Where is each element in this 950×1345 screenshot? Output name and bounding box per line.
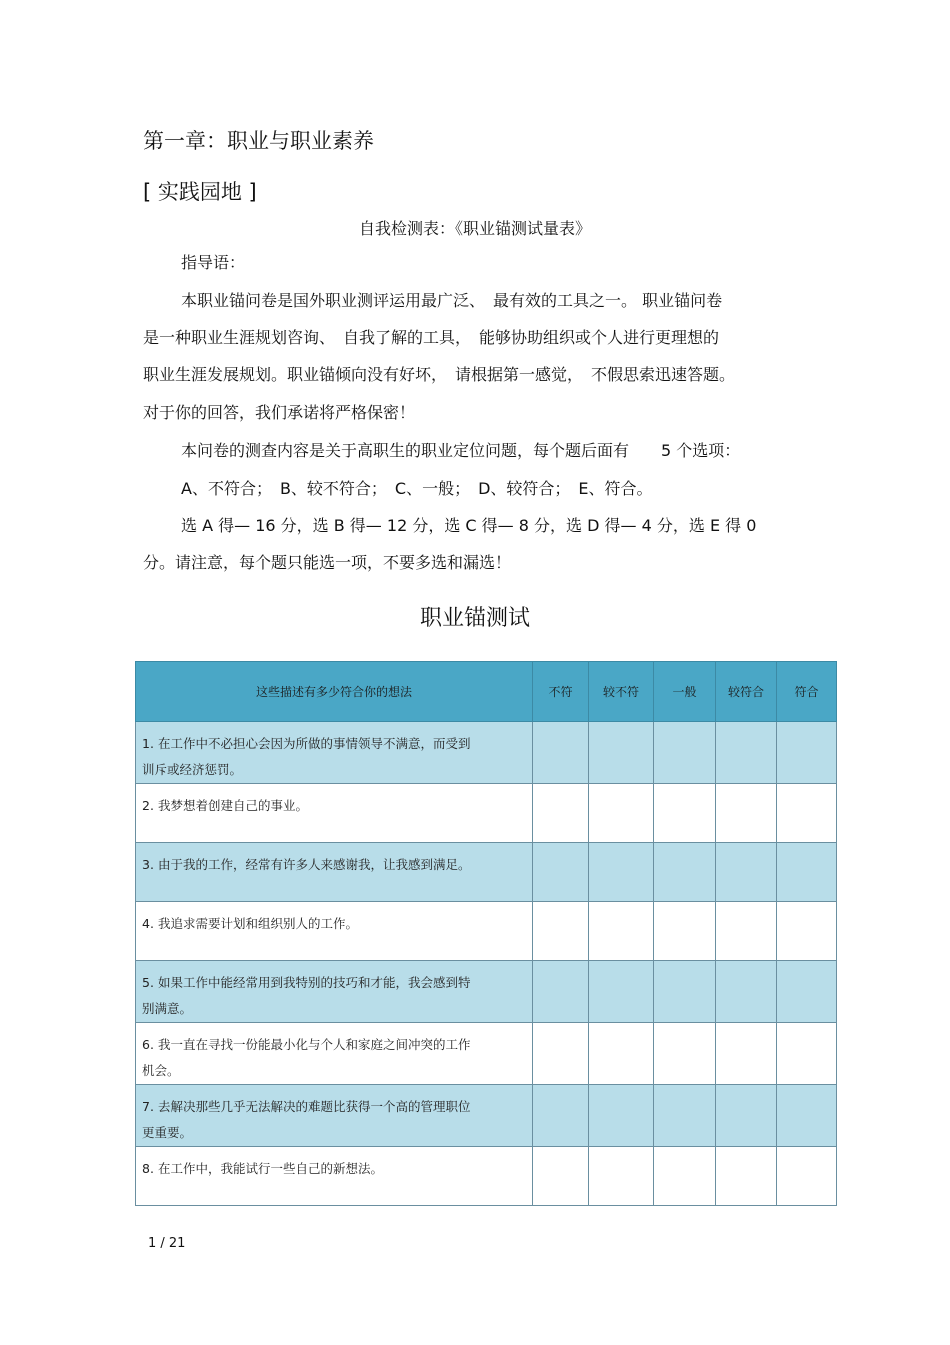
- answer-cell-e[interactable]: [777, 1085, 837, 1147]
- answer-cell-d[interactable]: [716, 843, 777, 902]
- scoring-line: 分。请注意，每个题只能选一项，不要多选和漏选！: [143, 553, 512, 572]
- answer-cell-b[interactable]: [589, 1023, 654, 1085]
- answer-cell-b[interactable]: [589, 1085, 654, 1147]
- answer-cell-d[interactable]: [716, 1085, 777, 1147]
- answer-cell-a[interactable]: [533, 843, 589, 902]
- question-number: 1.: [142, 736, 154, 751]
- table-row: [136, 843, 837, 902]
- answer-cell-d[interactable]: [716, 961, 777, 1023]
- question-number: 8.: [142, 1161, 154, 1176]
- answer-cell-c[interactable]: [654, 843, 716, 902]
- answer-cell-e[interactable]: [777, 1147, 837, 1206]
- column-header-neutral: 一般: [654, 662, 716, 722]
- question-number: 7.: [142, 1099, 154, 1114]
- table-title: 职业锚测试: [419, 606, 530, 631]
- answer-cell-d[interactable]: [716, 1147, 777, 1206]
- column-header-not-match: 不符: [533, 662, 589, 722]
- answer-cell-b[interactable]: [589, 722, 654, 784]
- table-header-row: [136, 662, 837, 722]
- question-cell: [136, 722, 533, 784]
- table-row: [136, 784, 837, 843]
- question-text: 在工作中，我能试行一些自己的新想法。: [157, 1161, 383, 1176]
- intro-paragraph-line: 职业生涯发展规划。职业锚倾向没有好坏， 请根据第一感觉， 不假思索迅速答题。: [143, 365, 736, 384]
- options-intro-line: 本问卷的测查内容是关于高职生的职业定位问题，每个题后面有 5 个选项：: [181, 441, 741, 460]
- question-text: 我一直在寻找一份能最小化与个人和家庭之间冲突的工作: [157, 1037, 471, 1052]
- question-number: 4.: [142, 916, 154, 931]
- question-text: 更重要。: [142, 1125, 193, 1140]
- question-text: 训斥或经济惩罚。: [142, 762, 243, 777]
- question-cell: [136, 961, 533, 1023]
- question-text: 由于我的工作，经常有许多人来感谢我，让我感到满足。: [157, 857, 471, 872]
- chapter-title: 第一章：职业与职业素养: [143, 129, 374, 153]
- question-cell: [136, 784, 533, 843]
- question-cell: [136, 902, 533, 961]
- section-label: [ 实践园地 ]: [143, 180, 257, 204]
- answer-cell-c[interactable]: [654, 1147, 716, 1206]
- column-header-mostly-not-match: 较不符: [589, 662, 654, 722]
- intro-paragraph-line: 对于你的回答，我们承诺将严格保密！: [143, 403, 416, 422]
- answer-cell-e[interactable]: [777, 961, 837, 1023]
- answer-cell-b[interactable]: [589, 843, 654, 902]
- table-row: [136, 1147, 837, 1206]
- answer-cell-c[interactable]: [654, 1023, 716, 1085]
- test-subtitle: 自我检测表：《职业锚测试量表》: [358, 219, 591, 238]
- question-text: 我梦想着创建自己的事业。: [157, 798, 308, 813]
- column-header-match: 符合: [777, 662, 837, 722]
- table-row: [136, 961, 837, 1023]
- question-text: 去解决那些几乎无法解决的难题比获得一个高的管理职位: [157, 1099, 471, 1114]
- answer-cell-e[interactable]: [777, 784, 837, 843]
- answer-cell-c[interactable]: [654, 961, 716, 1023]
- answer-cell-e[interactable]: [777, 843, 837, 902]
- answer-cell-a[interactable]: [533, 722, 589, 784]
- scoring-line: 选 A 得— 16 分，选 B 得— 12 分，选 C 得— 8 分，选 D 得— 4 分，选 E 得 0: [181, 516, 757, 535]
- question-cell: [136, 1023, 533, 1085]
- intro-paragraph-line: 本职业锚问卷是国外职业测评运用最广泛、 最有效的工具之一。 职业锚问卷: [181, 291, 723, 310]
- question-cell: [136, 843, 533, 902]
- question-number: 5.: [142, 975, 154, 990]
- answer-cell-a[interactable]: [533, 784, 589, 843]
- answer-cell-a[interactable]: [533, 1023, 589, 1085]
- answer-cell-b[interactable]: [589, 784, 654, 843]
- answer-cell-e[interactable]: [777, 902, 837, 961]
- table-row: [136, 902, 837, 961]
- table-row: [136, 1085, 837, 1147]
- table-row: [136, 1023, 837, 1085]
- options-list: A、不符合； B、较不符合； C、一般； D、较符合； E、符合。: [181, 479, 653, 498]
- answer-cell-a[interactable]: [533, 902, 589, 961]
- question-text: 在工作中不必担心会因为所做的事情领导不满意，而受到: [157, 736, 471, 751]
- question-text: 别满意。: [142, 1001, 193, 1016]
- answer-cell-d[interactable]: [716, 784, 777, 843]
- answer-cell-c[interactable]: [654, 722, 716, 784]
- answer-cell-e[interactable]: [777, 722, 837, 784]
- question-text: 如果工作中能经常用到我特别的技巧和才能，我会感到特: [157, 975, 471, 990]
- answer-cell-b[interactable]: [589, 1147, 654, 1206]
- question-number: 6.: [142, 1037, 154, 1052]
- question-number: 2.: [142, 798, 154, 813]
- answer-cell-a[interactable]: [533, 1085, 589, 1147]
- page-indicator: 1 / 21: [148, 1236, 186, 1251]
- answer-cell-c[interactable]: [654, 902, 716, 961]
- intro-paragraph-line: 是一种职业生涯规划咨询、 自我了解的工具， 能够协助组织或个人进行更理想的: [143, 328, 720, 347]
- question-cell: [136, 1085, 533, 1147]
- question-text: 我追求需要计划和组织别人的工作。: [157, 916, 358, 931]
- column-header-mostly-match: 较符合: [716, 662, 777, 722]
- answer-cell-c[interactable]: [654, 784, 716, 843]
- career-anchor-table: [135, 661, 837, 1206]
- answer-cell-d[interactable]: [716, 902, 777, 961]
- answer-cell-d[interactable]: [716, 1023, 777, 1085]
- answer-cell-a[interactable]: [533, 1147, 589, 1206]
- answer-cell-c[interactable]: [654, 1085, 716, 1147]
- question-text: 机会。: [142, 1063, 180, 1078]
- guide-label: 指导语：: [181, 253, 246, 272]
- column-header-description: 这些描述有多少符合你的想法: [136, 662, 533, 722]
- answer-cell-b[interactable]: [589, 961, 654, 1023]
- question-cell: [136, 1147, 533, 1206]
- question-number: 3.: [142, 857, 154, 872]
- answer-cell-a[interactable]: [533, 961, 589, 1023]
- table-row: [136, 722, 837, 784]
- answer-cell-e[interactable]: [777, 1023, 837, 1085]
- answer-cell-d[interactable]: [716, 722, 777, 784]
- answer-cell-b[interactable]: [589, 902, 654, 961]
